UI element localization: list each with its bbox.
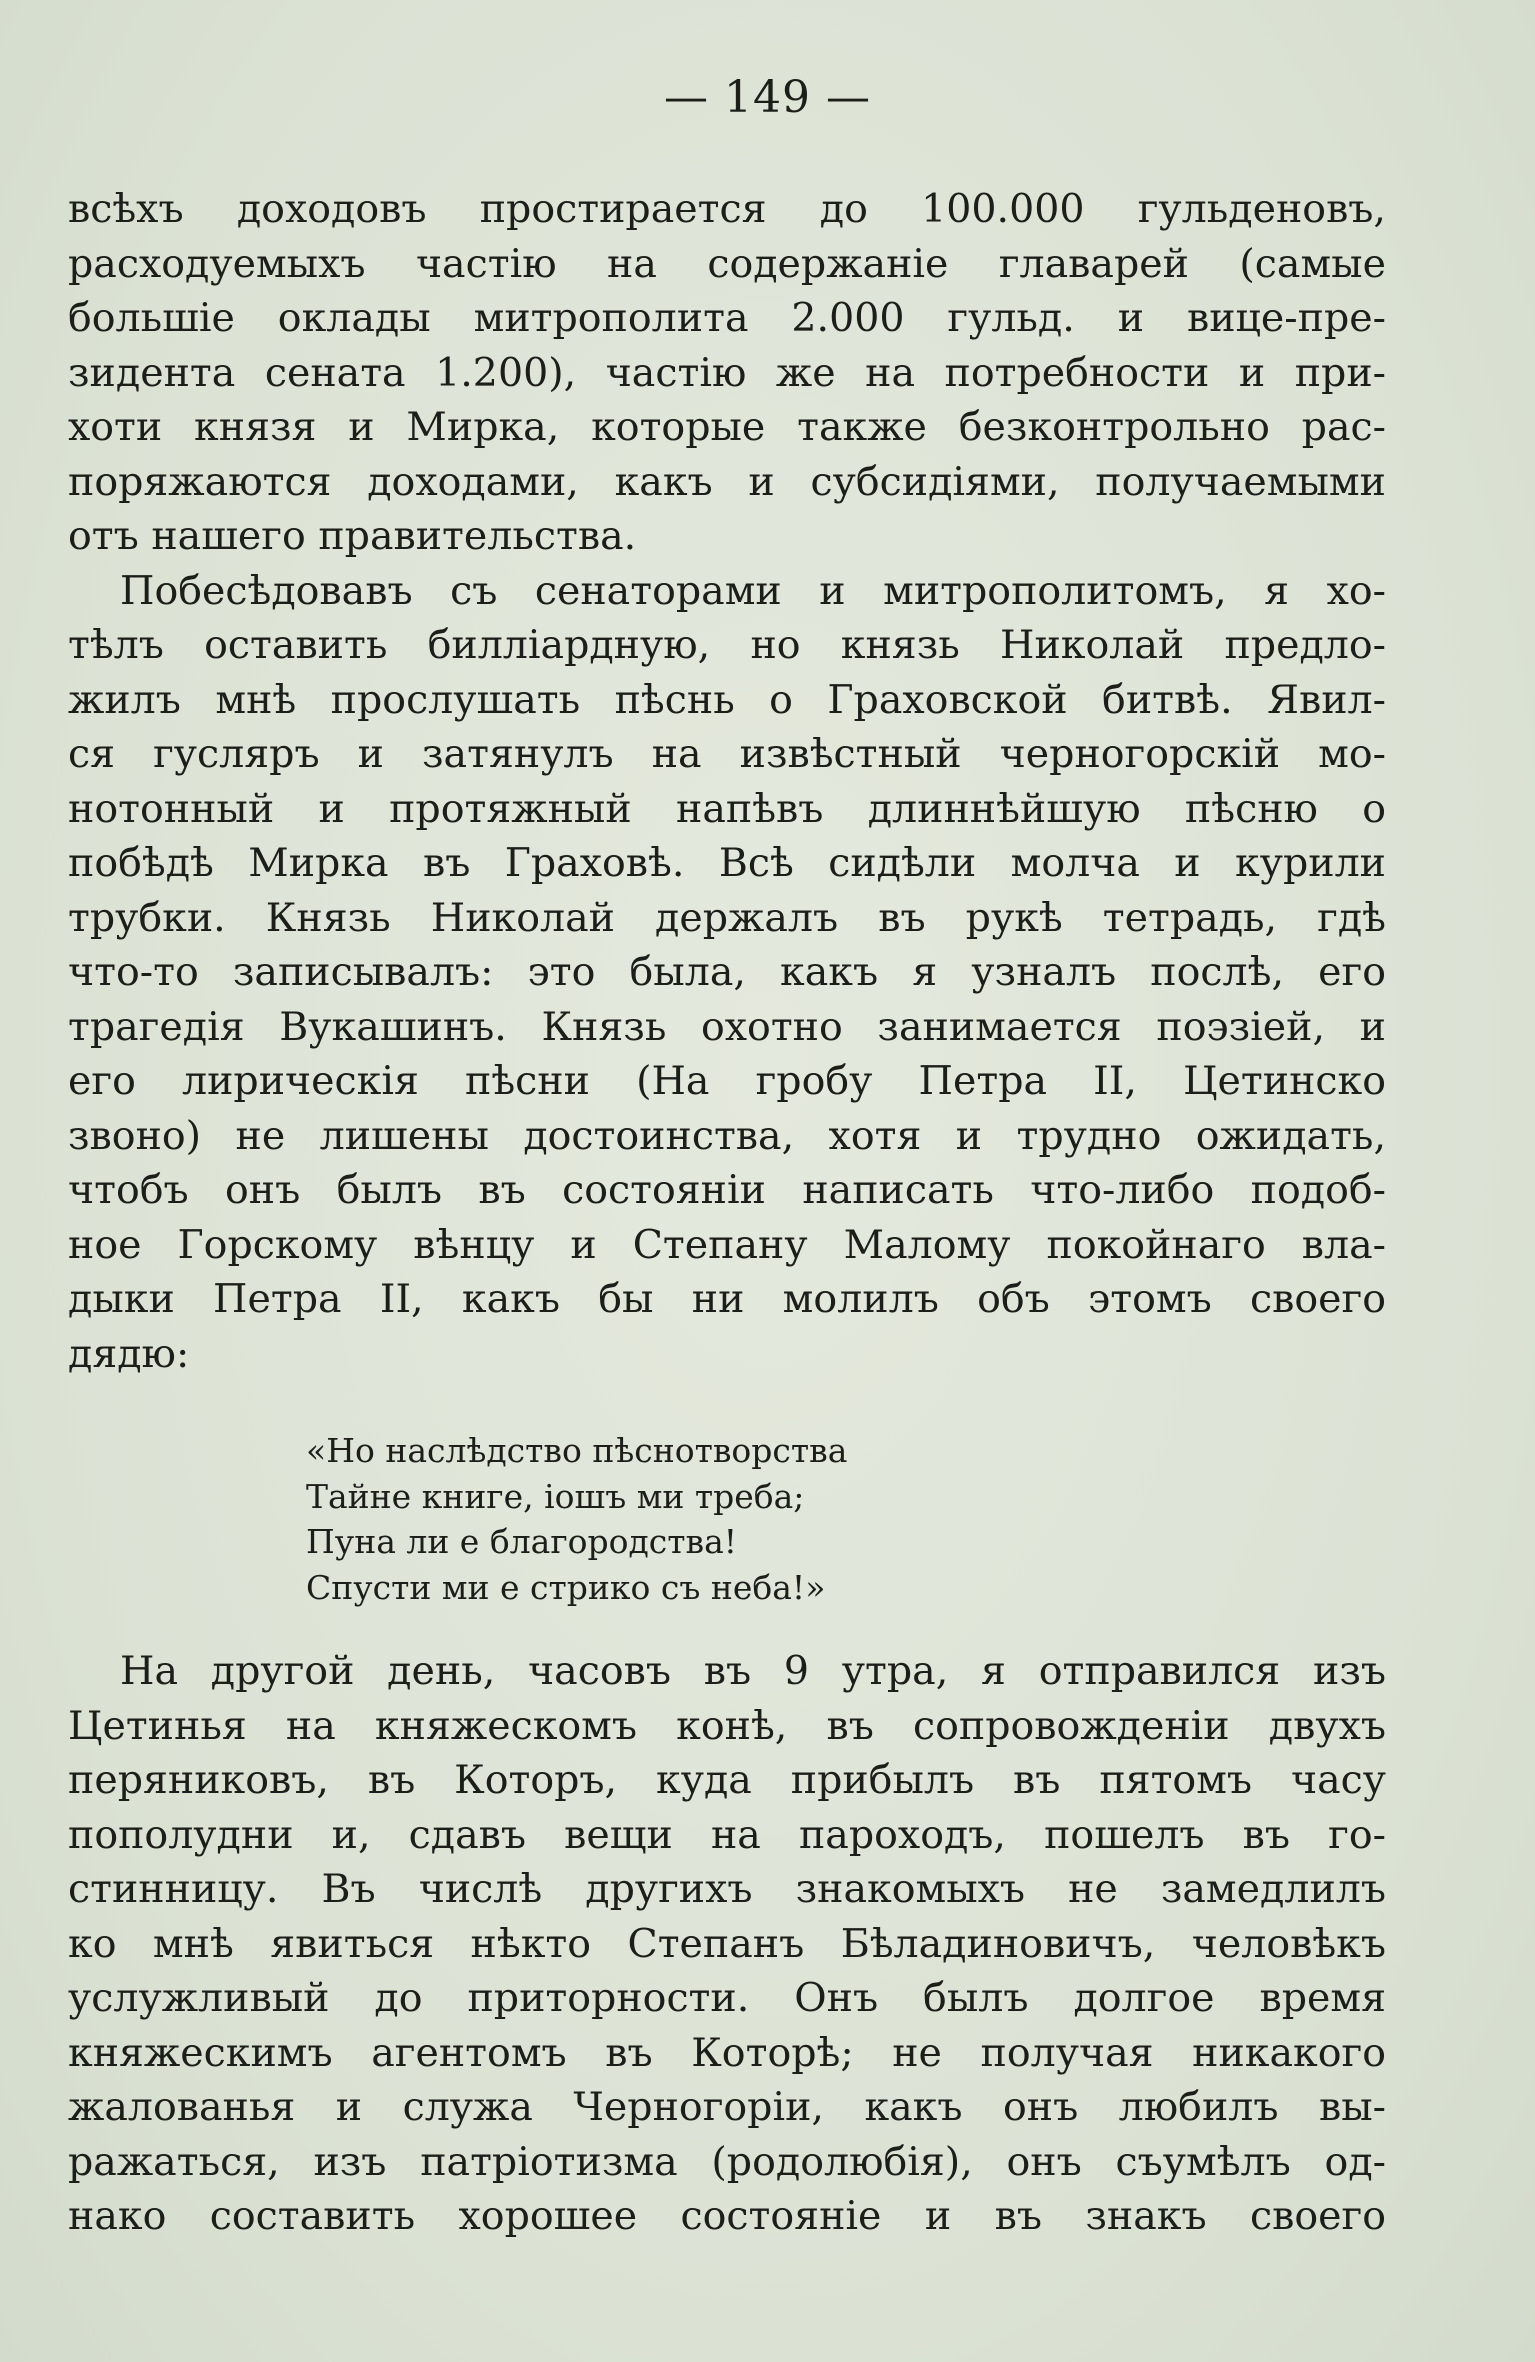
- text-line: звоно) не лишены достоинства, хотя и трудно ожидать,: [68, 1112, 1386, 1159]
- closing-text-block: [68, 1644, 1386, 2244]
- text-line: всѣхъ доходовъ простирается до 100.000 гульденовъ,: [68, 186, 1386, 232]
- text-line: нотонный и протяжный напѣвъ длиннѣйшую пѣсню о: [68, 785, 1386, 832]
- text-line: княжескимъ агентомъ въ Которѣ; не получая никакого: [68, 2029, 1386, 2076]
- text-line: тѣлъ оставить билліардную, но князь Николай предло-: [68, 622, 1386, 668]
- text-line: ко мнѣ явиться нѣкто Степанъ Бѣладиновичъ, человѣкъ: [68, 1920, 1386, 1967]
- main-text-block: [68, 182, 1386, 1381]
- text-line: стинницу. Въ числѣ другихъ знакомыхъ не замедлилъ: [68, 1866, 1386, 1912]
- text-line: На другой день, часовъ въ 9 утра, я отправился изъ: [120, 1648, 1386, 1694]
- verse-line: Спусти ми е стрико съ неба!»: [306, 1567, 826, 1607]
- text-line: расходуемыхъ частію на содержаніе главарей (самые: [68, 240, 1386, 287]
- text-line: ражаться, изъ патріотизма (родолюбія), онъ съумѣлъ од-: [68, 2138, 1386, 2185]
- text-line: поряжаются доходами, какъ и субсидіями, получаемыми: [68, 458, 1386, 505]
- text-line: его лирическія пѣсни (На гробу Петра II, Цетинско: [68, 1058, 1386, 1104]
- text-line: побѣдѣ Мирка въ Граховѣ. Всѣ сидѣли молча и курили: [68, 840, 1386, 886]
- text-line: что-то записывалъ: это была, какъ я узналъ послѣ, его: [68, 949, 1386, 995]
- verse-line: «Но наслѣдство пѣснотворства: [306, 1431, 848, 1470]
- text-line: Цетинья на княжескомъ конѣ, въ сопровожденіи двухъ: [68, 1702, 1386, 1749]
- text-line: отъ нашего правительства.: [68, 513, 637, 559]
- text-line: пополудни и, сдавъ вещи на пароходъ, пошелъ въ го-: [68, 1811, 1386, 1858]
- text-line: ся гусляръ и затянулъ на извѣстный черногорскій мо-: [68, 731, 1386, 777]
- text-line: жалованья и служа Черногоріи, какъ онъ любилъ вы-: [68, 2084, 1386, 2130]
- text-line: дыки Петра II, какъ бы ни молилъ объ этомъ своего: [68, 1276, 1386, 1322]
- text-line: хоти князя и Мирка, которые также безконтрольно рас-: [68, 404, 1386, 450]
- text-line: Побесѣдовавъ съ сенаторами и митрополитомъ, я хо-: [120, 567, 1386, 614]
- text-line: чтобъ онъ былъ въ состояніи написать что-либо подоб-: [68, 1167, 1386, 1213]
- text-line: жилъ мнѣ прослушать пѣснь о Граховской битвѣ. Явил-: [68, 676, 1386, 723]
- text-line: трубки. Князь Николай держалъ въ рукѣ тетрадь, гдѣ: [68, 894, 1386, 941]
- text-line: нако составить хорошее состояніе и въ знакъ своего: [68, 2193, 1386, 2239]
- text-line: перяниковъ, въ Которъ, куда прибылъ въ пятомъ часу: [68, 1757, 1386, 1803]
- verse-line: Тайне книге, іошъ ми треба;: [306, 1476, 805, 1516]
- text-line: трагедія Вукашинъ. Князь охотно занимается поэзіей, и: [68, 1003, 1386, 1050]
- text-line: большіе оклады митрополита 2.000 гульд. и вице-пре-: [68, 295, 1386, 341]
- verse-quote: [306, 1428, 1106, 1610]
- verse-line: Пуна ли е благородства!: [306, 1522, 738, 1561]
- text-line: зидента сената 1.200), частію же на потребности и при-: [68, 349, 1386, 396]
- text-line: услужливый до приторности. Онъ былъ долгое время: [68, 1975, 1386, 2021]
- text-line: ное Горскому вѣнцу и Степану Малому покойнаго вла-: [68, 1221, 1386, 1268]
- text-line: дядю:: [68, 1330, 190, 1377]
- page-number: — 149 —: [664, 72, 871, 123]
